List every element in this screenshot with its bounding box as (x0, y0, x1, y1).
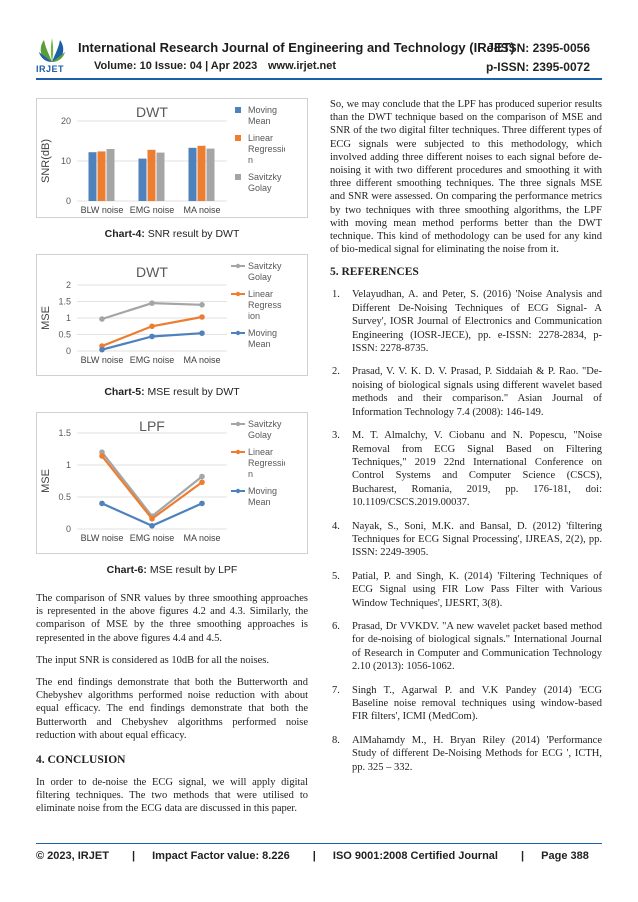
footer-iso: ISO 9001:2008 Certified Journal (332, 850, 498, 862)
bar (107, 149, 115, 201)
chart-5-caption-text: MSE result by DWT (144, 386, 240, 398)
chart-6-caption-label: Chart-6: (106, 564, 147, 576)
legend-label: n (248, 155, 254, 165)
chart-5-svg (37, 255, 285, 375)
header-divider (36, 78, 602, 80)
reference-number: 6. (332, 620, 340, 632)
y-tick-label: 0 (65, 196, 71, 206)
legend-label: Linear (248, 447, 274, 457)
reference-number: 3. (332, 430, 340, 442)
chart-4-caption-text: SNR result by DWT (144, 228, 240, 240)
chart-5-caption (36, 386, 308, 398)
footer-copyright: © 2023, IRJET (36, 850, 109, 862)
x-tick-label: BLW noise (80, 355, 124, 365)
y-tick-label: 0.5 (58, 329, 71, 340)
legend-label: Savitzky (248, 261, 282, 271)
footer-separator: | (521, 850, 525, 862)
conclusion-continued-paragraph: So, we may conclude that the LPF has produced superior results than the DWT technique based on the comparison of MSE and SNR of the two digital filter techniques. Three different types of ECG signals were subjected to this methodology, which involved adding three different noises to each signal before de-noising it with two different procedures and smoothing it with three different smoothing techniques. The three signals MSE and SNR were assessed. On comparing the performance metrics by two techniques with three smoothing algorithms, the LPF with moving mean method performs better than the DWT technique. This kind of methodology can be used for any kind of bio-medical signal for eliminating the noise from it. (330, 99, 602, 256)
chart-4-svg (37, 99, 285, 217)
reference-item (330, 570, 602, 610)
legend-marker (236, 450, 240, 454)
chart-5-caption-label: Chart-5: (104, 386, 145, 398)
legend-marker (236, 422, 240, 426)
volume-issue: Volume: 10 Issue: 04 | Apr 2023 (94, 60, 258, 72)
legend-label: ion (248, 311, 261, 321)
data-point (199, 479, 205, 485)
y-axis-label: MSE (40, 469, 52, 493)
chart-4-caption-label: Chart-4: (104, 228, 145, 240)
conclusion-paragraph: In order to de-noise the ECG signal, we will apply digital filtering techniques. The two methods that were utilised to eliminate noise from the ECG data are discussed in this paper. (36, 777, 308, 815)
e-issn: e-ISSN: 2395-0056 (486, 41, 590, 55)
legend-label: Linear (248, 289, 274, 299)
reference-item (330, 429, 602, 509)
legend-marker (236, 264, 240, 268)
series-line (102, 317, 202, 346)
bar (139, 159, 147, 201)
data-point (149, 323, 155, 329)
bar (157, 153, 165, 201)
reference-number: 7. (332, 684, 340, 696)
data-point (199, 501, 205, 507)
y-axis-label: SNR(dB) (40, 138, 52, 184)
footer-separator: | (131, 850, 136, 862)
references-heading: 5. REFERENCES (330, 266, 419, 279)
reference-number: 5. (332, 570, 340, 582)
legend-marker (236, 292, 240, 296)
paragraph-input-snr: The input SNR is considered as 10dB for all the noises. (36, 654, 270, 666)
legend-label: Savitzky (248, 419, 282, 429)
paragraph-findings: The end findings demonstrate that both the Butterworth and Chebyshev algorithms performed noise reduction with about equal efficacy. The end findings demonstrate that both the Butterworth and Chebyshev algorithms performed noise reduction with about equal efficacy. (36, 677, 308, 741)
paragraph-comparison: The comparison of SNR values by three smoothing approaches is represented in the above figures 4.2 and 4.3. Similarly, the comparison of MSE by the three smoothing approaches is represented in the above figures 4.4 and 4.5. (36, 593, 308, 644)
bar (198, 146, 206, 201)
x-tick-label: EMG noise (129, 355, 175, 365)
x-tick-label: BLW noise (80, 533, 124, 543)
reference-number: 4. (332, 520, 340, 532)
legend-marker (236, 331, 240, 335)
chart-5 (36, 254, 308, 376)
y-tick-label: 0 (65, 346, 71, 356)
x-tick-label: MA noise (183, 533, 221, 543)
data-point (149, 334, 155, 340)
data-point (199, 314, 205, 320)
legend-label: Golay (248, 272, 272, 282)
data-point (199, 330, 205, 336)
x-tick-label: BLW noise (80, 205, 124, 215)
footer-divider (36, 843, 602, 844)
journal-title: International Research Journal of Engineering and Technology (IRJET) (78, 40, 515, 55)
chart-title: DWT (136, 104, 168, 120)
reference-item (330, 620, 602, 674)
y-tick-label: 10 (60, 156, 71, 166)
legend-label: Moving (248, 328, 278, 338)
legend-marker (236, 489, 240, 493)
legend-swatch (235, 135, 241, 141)
legend-label: Mean (248, 116, 271, 126)
legend-label: Golay (248, 183, 272, 193)
references-list (330, 288, 602, 774)
reference-text: Singh T., Agarwal P. and V.K Pandey (2014) 'ECG Baseline noise removal techniques using window-based FIR filters', ICMI (MedCom). (352, 684, 602, 723)
data-point (149, 300, 155, 306)
series-line (102, 452, 202, 516)
conclusion-heading: 4. CONCLUSION (36, 754, 126, 767)
data-point (199, 474, 205, 480)
reference-item (330, 684, 602, 724)
reference-text: Patial, P. and Singh, K. (2014) 'Filtering Techniques of ECG Signal using FIR Low Pass Filter with Various Window Techniques', IJESRT, 3(8). (352, 570, 602, 609)
data-point (99, 501, 105, 507)
chart-6 (36, 412, 308, 554)
y-tick-label: 2 (65, 280, 71, 290)
bar (207, 149, 215, 201)
x-tick-label: MA noise (183, 205, 221, 215)
reference-text: Prasad, V. V. K. D. V. Prasad, P. Siddaiah & P. Rao. "De-noising of biological signals using different wavelet based methods and their comparison." Asian Journal of Information Technology 7.4 (2008): 146-149. (352, 366, 602, 418)
data-point (149, 523, 155, 529)
y-tick-label: 0.5 (58, 492, 71, 502)
reference-item (330, 734, 602, 774)
reference-text: Prasad, Dr VVKDV. "A new wavelet packet based method for de-noising of biological signals." International Journal of Research in Computer and Communication Technology 2.10 (2013): 1056-1062. (352, 620, 602, 673)
legend-label: Regressio (248, 144, 285, 154)
footer-impact-factor: Impact Factor value: 8.226 (152, 850, 290, 862)
reference-text: M. T. Almalchy, V. Ciobanu and N. Popescu, "Noise Removal from ECG Signal Based on Filtering Techniques," 2019 22nd International Conference on Control Systems and Computer Science (CSCS), Bucharest, Romania, 2019, pp. 176-181, doi: 10.1109/CSCS.2019.00037. (352, 430, 602, 509)
reference-number: 1. (332, 289, 340, 301)
y-tick-label: 20 (60, 116, 71, 126)
reference-number: 8. (332, 734, 340, 746)
website-link[interactable]: www.irjet.net (268, 60, 337, 72)
legend-label: Regressio (248, 458, 285, 468)
chart-6-svg (37, 413, 285, 553)
legend-label: Moving (248, 105, 278, 115)
legend-label: Linear (248, 133, 274, 143)
y-tick-label: 1.5 (58, 296, 71, 307)
y-tick-label: 1 (65, 313, 71, 323)
legend-label: Savitzky (248, 172, 282, 182)
legend-label: Moving (248, 486, 278, 496)
bar (89, 152, 97, 201)
page-header (0, 0, 638, 84)
data-point (99, 316, 105, 322)
data-point (199, 302, 205, 308)
reference-number: 2. (332, 366, 340, 378)
reference-item (330, 288, 602, 355)
data-point (99, 453, 105, 459)
chart-4-caption (36, 228, 308, 240)
chart-6-caption-text: MSE result by LPF (146, 564, 238, 576)
footer-page-number: Page 388 (541, 850, 589, 862)
p-issn: p-ISSN: 2395-0072 (485, 60, 590, 74)
legend-swatch (235, 174, 241, 180)
legend-label: n (248, 469, 254, 479)
reference-text: AlMahamdy M., H. Bryan Riley (2014) 'Performance Study of different De-Noising Methods for ECG ', ICTH, pp. 325 – 332. (352, 734, 602, 773)
y-tick-label: 1 (65, 460, 71, 470)
x-tick-label: EMG noise (129, 533, 175, 543)
chart-4 (36, 98, 308, 218)
page-footer (36, 850, 602, 862)
bar (148, 150, 156, 201)
data-point (149, 516, 155, 522)
y-tick-label: 1.5 (58, 428, 71, 438)
legend-label: Mean (248, 497, 271, 507)
x-tick-label: EMG noise (129, 205, 175, 215)
x-tick-label: MA noise (183, 355, 221, 365)
footer-separator: | (312, 850, 316, 862)
data-point (99, 347, 105, 353)
chart-6-caption (36, 564, 308, 576)
y-axis-label: MSE (40, 306, 52, 330)
reference-text: Velayudhan, A. and Peter, S. (2016) 'Noise Analysis and Different De-Noising Techniques of ECG Signal- A Survey', IOSR Journal of Electronics and Communication Engineering (IOSR-JECE), pp. e-ISSN: 2278-2834, p- ISSN: 2278-8735. (352, 289, 602, 355)
chart-title: DWT (136, 264, 168, 280)
legend-label: Mean (248, 339, 271, 349)
bar (98, 151, 106, 201)
bar (189, 148, 197, 201)
reference-item (330, 520, 602, 560)
legend-swatch (235, 107, 241, 113)
right-column (330, 98, 602, 784)
y-tick-label: 0 (65, 524, 71, 534)
chart-title: LPF (139, 418, 165, 434)
legend-label: Regress (248, 300, 282, 310)
reference-text: Nayak, S., Soni, M.K. and Bansal, D. (2012) 'filtering Techniques for ECG Signal Processing', IJREAS, 2(2), pp. ISSN: 2249-3905. (352, 520, 602, 559)
legend-label: Golay (248, 430, 272, 440)
left-column (36, 98, 308, 825)
reference-item (330, 365, 602, 419)
logo-text: IRJET (36, 64, 65, 74)
